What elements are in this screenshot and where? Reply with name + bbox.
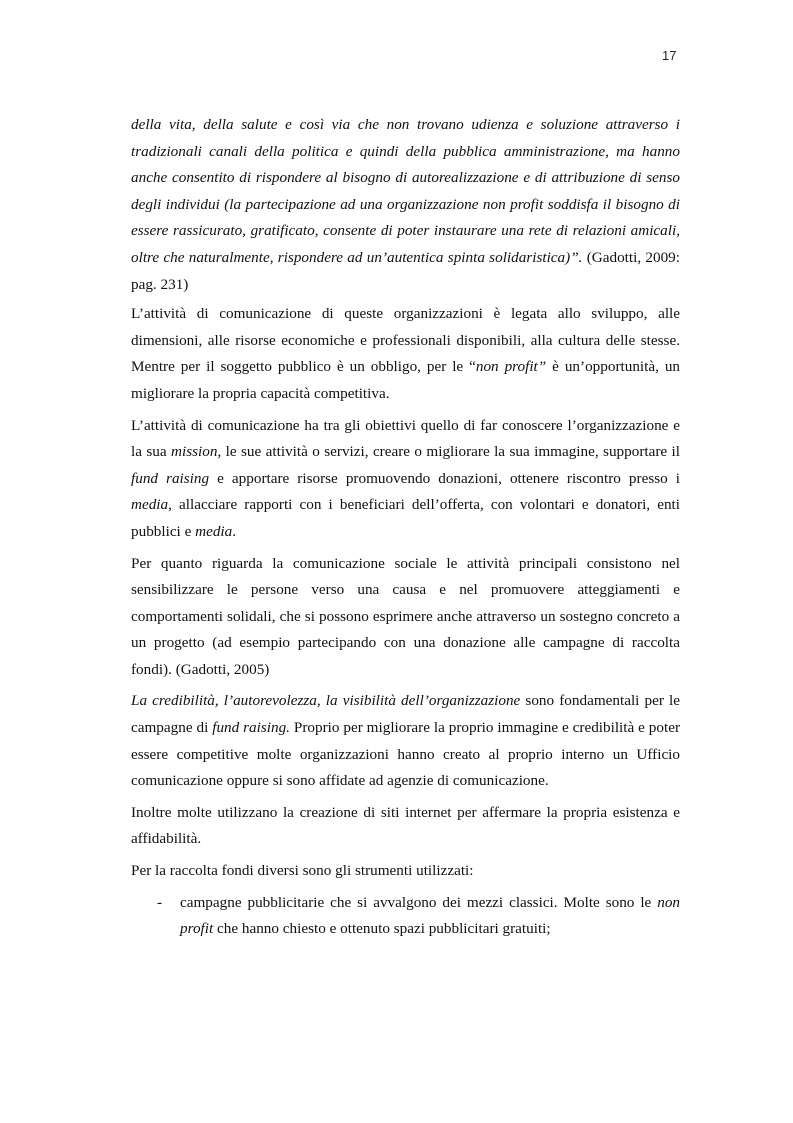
paragraph-communication-activity [131,301,680,407]
text-run: , allacciare rapporti con i beneficiari dell’offerta, con volontari e donatori, enti pubblici e [131,496,680,540]
list-bullet: - [157,893,163,911]
text-run: L’attività di comunicazione ha tra gli obiettivi quello di far conoscere l’organizzazione e la sua [131,416,680,461]
text-run: che hanno chiesto e ottenuto spazi pubblicitari gratuiti; [213,920,551,938]
italic-term: fund raising [131,469,210,487]
text-run: L’attività di comunicazione di queste organizzazioni è legata allo sviluppo, alle dimensioni, alle risorse economiche e professionali disponibili, alla cultura delle stesse. Mentre per il soggetto pubblico è un obbligo, per le “ [131,305,680,376]
fundraising-tools-list [131,890,680,943]
text-run: campagne pubblicitarie che si avvalgono dei mezzi classici. Molte sono le [180,893,658,911]
paragraph-fundraising-tools: Per la raccolta fondi diversi sono gli strumenti utilizzati: [131,862,474,880]
page-number: 17 [662,48,677,63]
text-run: e apportare risorse promuovendo donazioni, ottenere riscontro presso i [209,469,680,487]
italic-term: media [131,496,169,514]
paragraph-quote-continuation [131,112,680,298]
list-item [131,890,680,943]
italic-term: La credibilità, l’autorevolezza, la visibilità dell’organizzazione [131,692,521,710]
citation: (Gadotti, 2009: pag. 231) [131,248,680,293]
text-run: . [232,522,237,540]
paragraph-social-communication: Per quanto riguarda la comunicazione sociale le attività principali consistono nel sensibilizzare le persone verso una causa e nel promuovere atteggiamenti e comportamenti solidali, che si possono esprimere anche attraverso un sostegno concreto a un progetto (ad esempio partecipando con una donazione alle campagne di raccolta fondi). (Gadotti, 2005) [131,554,680,678]
text-run: , le sue attività o servizi, creare o migliorare la sua immagine, supportare il [217,443,680,461]
quoted-text: della vita, della salute e così via che non trovano udienza e soluzione attraverso i tradizionali canali della politica e quindi della pubblica amministrazione, ma hanno anche consentito di rispondere al bisogno di autorealizzazione e di attribuzione di senso degli individui (la partecipazione ad una organizzazione non profit soddisfa il bisogno di essere rassicurato, gratificato, consente di poter instaurare una rete di relazioni amicali, oltre che naturalmente, rispondere ad un’autentica spinta solidaristica)”. [131,116,680,266]
italic-term: media [195,522,233,540]
paragraph-websites: Inoltre molte utilizzano la creazione di siti internet per affermare la propria esistenza e affidabilità. [131,803,680,848]
italic-term: fund raising. [212,719,290,737]
italic-term: non profit [180,893,680,938]
paragraph-communication-objectives [131,413,680,546]
document-body [131,112,680,943]
italic-term: non profit” [475,358,547,376]
text-run: Proprio per migliorare la proprio immagine e credibilità e poter essere competitive molte organizzazioni hanno creato al proprio interno un Ufficio comunicazione oppure si sono affidate ad agenzie di comunicazione. [131,719,681,790]
paragraph-credibility [131,688,680,794]
text-run: è un’opportunità, un migliorare la propria capacità competitiva. [131,358,681,402]
text-run: sono fondamentali per le campagne di [131,692,680,737]
italic-term: mission [171,443,218,461]
